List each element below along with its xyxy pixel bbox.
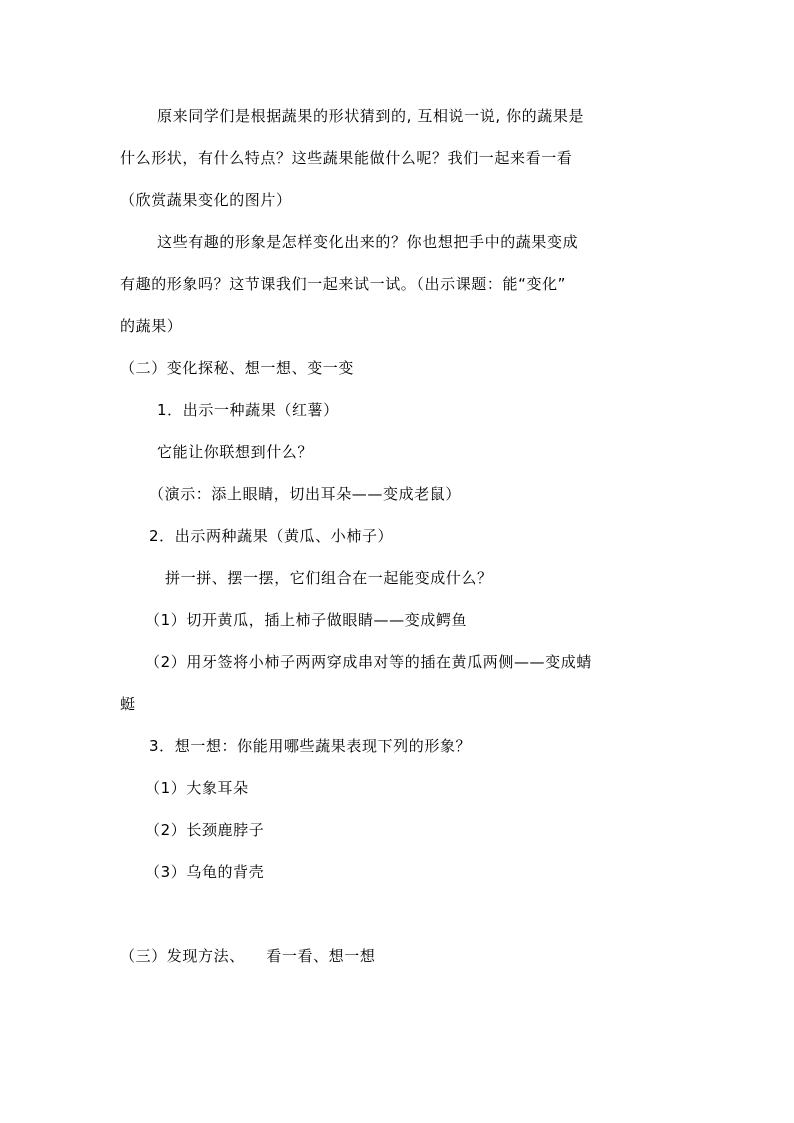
list-item: （3）乌龟的背壳 <box>145 863 265 881</box>
paragraph-line: 这些有趣的形象是怎样变化出来的？你也想把手中的蔬果变成 <box>157 233 579 251</box>
list-item: （演示：添上眼睛，切出耳朵——变成老鼠） <box>149 485 462 503</box>
paragraph-line: 什么形状，有什么特点？这些蔬果能做什么呢？我们一起来看一看 <box>120 149 573 167</box>
section-heading: （二）变化探秘、想一想、变一变 <box>120 359 355 377</box>
list-item: （2）用牙签将小柿子两两穿成串对等的插在黄瓜两侧——变成蜻 <box>145 653 592 671</box>
paragraph-line: 原来同学们是根据蔬果的形状猜到的, 互相说一说, 你的蔬果是 <box>157 107 585 125</box>
list-item: 3．想一想：你能用哪些蔬果表现下列的形象？ <box>149 737 472 755</box>
list-item: 蜓 <box>120 695 136 713</box>
section-heading: （三）发现方法、 看一看、想一想 <box>120 947 376 965</box>
paragraph-line: （欣赏蔬果变化的图片） <box>120 191 292 209</box>
paragraph-line: 的蔬果） <box>120 317 183 335</box>
paragraph-line: 有趣的形象吗？这节课我们一起来试一试。（出示课题：能“变化” <box>120 275 567 293</box>
list-item: （2）长颈鹿脖子 <box>145 821 265 839</box>
list-item: 拼一拼、摆一摆，它们组合在一起能变成什么？ <box>165 569 493 587</box>
list-item: 它能让你联想到什么？ <box>157 443 314 461</box>
list-item: （1）大象耳朵 <box>145 779 249 797</box>
list-item: 1．出示一种蔬果（红薯） <box>157 401 339 419</box>
list-item: （1）切开黄瓜，插上柿子做眼睛——变成鳄鱼 <box>145 611 468 629</box>
list-item: 2．出示两种蔬果（黄瓜、小柿子） <box>149 527 394 545</box>
